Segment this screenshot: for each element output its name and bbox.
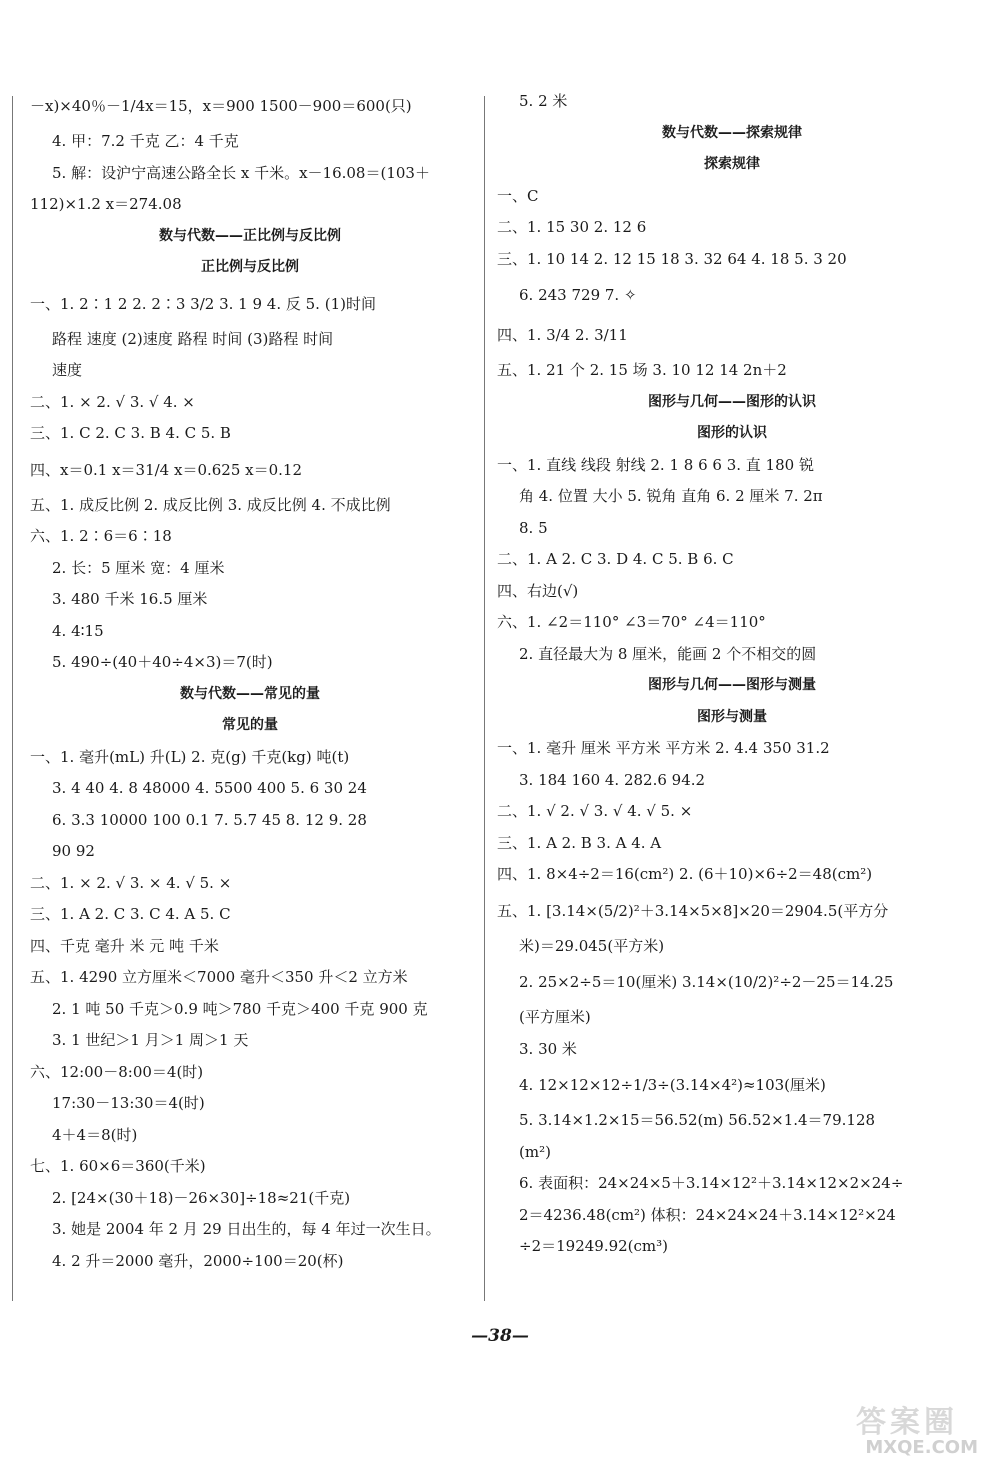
answer-line: 一、1. 2∶1 2 2. 2∶3 3/2 3. 1 9 4. 反 5. (1)时间 <box>30 294 376 313</box>
answer-line: 3. 1 世纪＞1 月＞1 周＞1 天 <box>52 1031 249 1049</box>
answer-line: 五、1. 4290 立方厘米＜7000 毫升＜350 升＜2 立方米 <box>30 968 408 986</box>
section-subtitle: 探索规律 <box>704 156 760 172</box>
answer-line: 一、1. 直线 线段 射线 2. 1 8 6 6 3. 直 180 锐 <box>497 455 814 474</box>
answer-line: 一、1. 毫升(mL) 升(L) 2. 克(g) 千克(kg) 吨(t) <box>30 747 350 766</box>
right-block-3 <box>497 450 967 671</box>
answer-line: 一、C <box>497 186 539 205</box>
answer-line: 3. 30 米 <box>519 1039 577 1058</box>
left-block-1 <box>30 86 470 221</box>
answer-line: 五、1. [3.14×(5/2)²＋3.14×5×8]×20＝2904.5(平方分 <box>497 901 889 920</box>
answer-line: 4. 4∶15 <box>52 621 104 640</box>
answer-line: 五、1. 21 个 2. 15 场 3. 10 12 14 2n＋2 <box>497 361 787 379</box>
answer-line: 三、1. 10 14 2. 12 15 18 3. 32 64 4. 18 5. 3 20 <box>497 249 847 268</box>
answer-line: 2. 长：5 厘米 宽：4 厘米 <box>52 558 225 577</box>
answer-line: 2. 1 吨 50 千克＞0.9 吨＞780 千克＞400 千克 900 克 <box>52 999 428 1018</box>
answer-line: 8. 5 <box>519 518 548 537</box>
left-column <box>30 86 470 1277</box>
section-title: 图形与几何——图形与测量 <box>648 677 816 693</box>
answer-line: 6. 243 729 7. ✧ <box>519 286 637 304</box>
answer-line: 六、12:00－8:00＝4(时) <box>30 1062 204 1081</box>
section-subtitle: 正比例与反比例 <box>201 259 299 275</box>
answer-line: 五、1. 成反比例 2. 成反比例 3. 成反比例 4. 不成比例 <box>30 495 391 514</box>
column-divider <box>484 96 485 1301</box>
answer-line: 4. 2 升＝2000 毫升，2000÷100＝20(杯) <box>52 1251 344 1270</box>
answer-line: 5. 490÷(40＋40÷4×3)＝7(时) <box>52 653 273 671</box>
answer-line: 六、1. ∠2＝110° ∠3＝70° ∠4＝110° <box>497 613 766 631</box>
right-block-1 <box>497 86 967 118</box>
answer-line: 六、1. 2∶6＝6∶18 <box>30 527 172 545</box>
answer-line: 3. 她是 2004 年 2 月 29 日出生的，每 4 年过一次生日。 <box>52 1220 441 1238</box>
answer-line: 2. [24×(30＋18)－26×30]÷18≈21(千克) <box>52 1188 351 1207</box>
section-title: 数与代数——常见的量 <box>180 685 320 702</box>
right-block-2 <box>497 181 967 387</box>
answer-line: 90 92 <box>52 842 95 860</box>
answer-line: －x)×40％－1/4x＝15，x＝900 1500－900＝600(只) <box>30 97 412 115</box>
answer-line: 一、1. 毫升 厘米 平方米 平方米 2. 4.4 350 31.2 <box>497 739 830 757</box>
section-subtitle: 常见的量 <box>222 717 278 733</box>
page-number: —38— <box>471 1326 529 1346</box>
answer-line: 四、1. 8×4÷2＝16(cm²) 2. (6＋10)×6÷2＝48(cm²) <box>497 865 873 883</box>
answer-line: 三、1. A 2. B 3. A 4. A <box>497 833 662 852</box>
answer-line: 角 4. 位置 大小 5. 锐角 直角 6. 2 厘米 7. 2π <box>519 487 823 505</box>
right-block-4 <box>497 733 967 1263</box>
answer-line: 112)×1.2 x＝274.08 <box>30 195 182 213</box>
answer-line: 4. 12×12×12÷1/3÷(3.14×4²)≈103(厘米) <box>519 1076 826 1094</box>
watermark-text: 答案圈 <box>856 1405 958 1440</box>
answer-line: 四、右边(√) <box>497 581 579 600</box>
page-number-footer <box>0 1326 1000 1346</box>
answer-line: (m²) <box>519 1142 551 1161</box>
section-subtitle: 图形与测量 <box>697 708 767 725</box>
watermark-logo <box>818 1393 978 1463</box>
answer-line: 七、1. 60×6＝360(千米) <box>30 1157 206 1175</box>
answer-line: 米)＝29.045(平方米) <box>519 936 665 955</box>
answer-line: 二、1. 15 30 2. 12 6 <box>497 218 647 236</box>
answer-line: 四、x＝0.1 x＝31/4 x＝0.625 x＝0.12 <box>30 460 303 479</box>
answer-line: 二、1. × 2. √ 3. × 4. √ 5. × <box>30 873 232 892</box>
watermark-url: MXQE.COM <box>865 1437 978 1458</box>
section-subtitle: 图形的认识 <box>697 425 767 441</box>
answer-line: 6. 3.3 10000 100 0.1 7. 5.7 45 8. 12 9. 28 <box>52 810 367 829</box>
answer-line: 二、1. √ 2. √ 3. √ 4. √ 5. × <box>497 802 693 820</box>
answer-line: 4. 甲：7.2 千克 乙：4 千克 <box>52 132 239 150</box>
answer-line: 17:30－13:30＝4(时) <box>52 1094 205 1112</box>
answer-line: 2. 直径最大为 8 厘米，能画 2 个不相交的圆 <box>519 644 817 663</box>
right-column <box>497 86 967 1263</box>
answer-line: 3. 184 160 4. 282.6 94.2 <box>519 770 706 789</box>
answer-line: 5. 解：设沪宁高速公路全长 x 千米。x－16.08＝(103＋ <box>52 163 430 182</box>
answer-line: 5. 2 米 <box>519 92 568 110</box>
left-block-3 <box>30 742 470 1278</box>
left-margin-rule <box>12 96 13 1301</box>
answer-line: 三、1. C 2. C 3. B 4. C 5. B <box>30 424 231 442</box>
answer-line: 四、1. 3/4 2. 3/11 <box>497 326 628 344</box>
answer-line: ÷2＝19249.92(cm³) <box>519 1237 669 1255</box>
answer-line: 5. 3.14×1.2×15＝56.52(m) 56.52×1.4＝79.128 <box>519 1111 876 1129</box>
answer-line: 6. 表面积：24×24×5＋3.14×12²＋3.14×12×2×24÷ <box>519 1174 904 1192</box>
answer-line: 速度 <box>52 361 83 379</box>
section-title: 数与代数——正比例与反比例 <box>159 227 341 244</box>
section-title: 数与代数——探索规律 <box>662 124 802 141</box>
answer-line: 2＝4236.48(cm²) 体积：24×24×24＋3.14×12²×24 <box>519 1205 896 1224</box>
answer-line: 3. 480 千米 16.5 厘米 <box>52 590 208 608</box>
answer-line: 路程 速度 (2)速度 路程 时间 (3)路程 时间 <box>52 329 334 348</box>
answer-line: 3. 4 40 4. 8 48000 4. 5500 400 5. 6 30 24 <box>52 779 367 797</box>
answer-line: 4＋4＝8(时) <box>52 1125 138 1144</box>
answer-line: 三、1. A 2. C 3. C 4. A 5. C <box>30 905 231 923</box>
left-block-2 <box>30 284 470 679</box>
answer-line: 四、千克 毫升 米 元 吨 千米 <box>30 936 219 955</box>
answer-line: 二、1. × 2. √ 3. √ 4. × <box>30 392 195 411</box>
answer-line: (平方厘米) <box>519 1008 591 1026</box>
answer-line: 二、1. A 2. C 3. D 4. C 5. B 6. C <box>497 550 734 568</box>
answer-line: 2. 25×2÷5＝10(厘米) 3.14×(10/2)²÷2－25＝14.25 <box>519 973 894 991</box>
section-title: 图形与几何——图形的认识 <box>648 393 816 410</box>
